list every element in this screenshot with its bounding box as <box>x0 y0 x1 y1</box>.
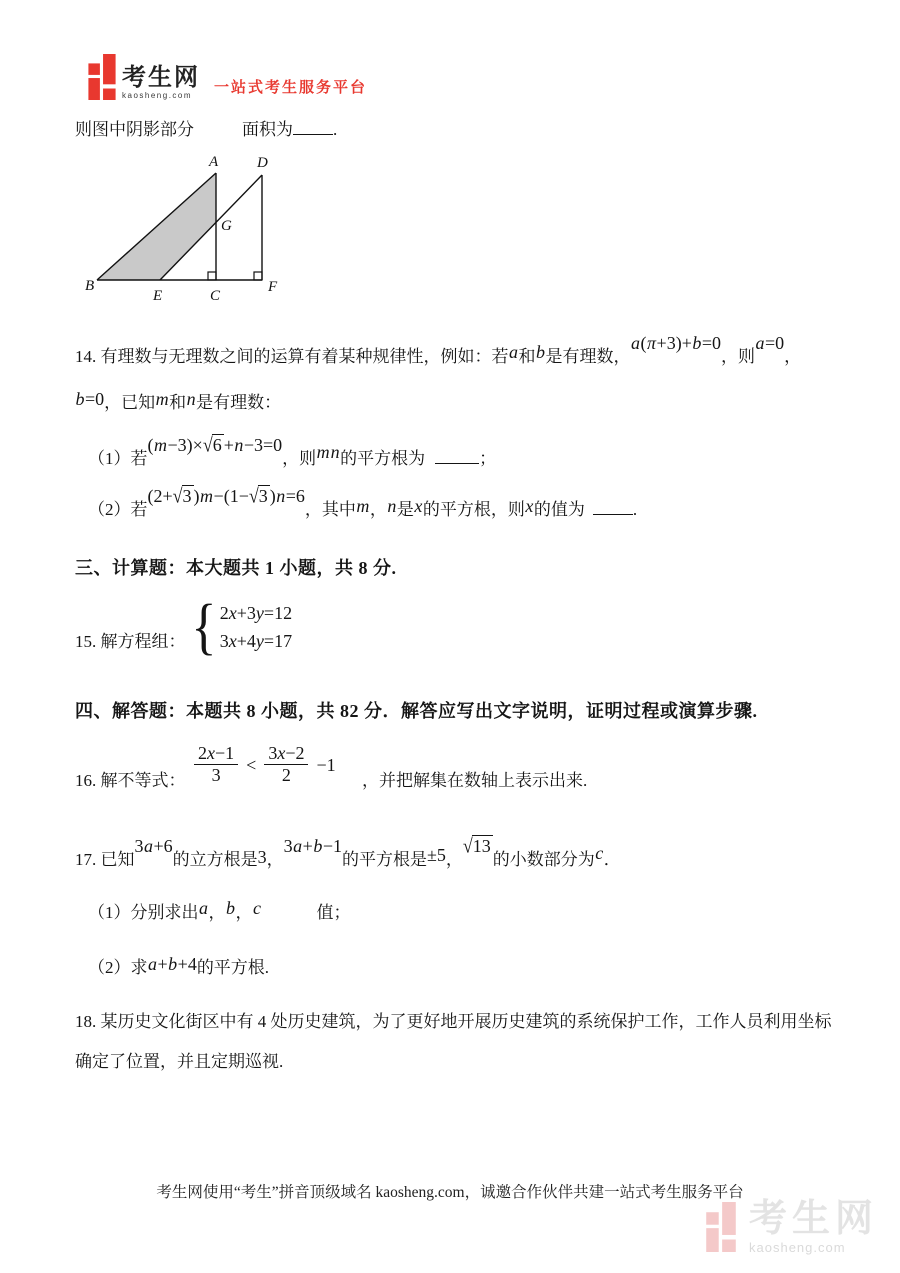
math-formula <box>186 389 196 409</box>
math-formula <box>148 486 305 506</box>
logo-text-column <box>122 66 200 100</box>
radicand: 13 <box>472 836 491 856</box>
footer-brand-mark-icon <box>703 1202 739 1252</box>
math-run: m <box>155 389 169 409</box>
text-run: 和 <box>169 393 187 412</box>
footer-logo-text-column <box>749 1200 878 1254</box>
system-rows <box>220 599 292 655</box>
text-run: ， <box>784 347 802 366</box>
text-run: 是 <box>396 500 414 520</box>
system-equation-row: 3x+4y=17 <box>219 631 293 651</box>
vertex-label-A: A <box>209 154 219 170</box>
denominator: 3 <box>211 764 221 785</box>
radical-sign: √ <box>462 834 473 858</box>
text-run: 和 <box>518 347 536 366</box>
denominator: 2 <box>281 764 291 785</box>
sqrt-radical <box>173 485 194 507</box>
radicand: 3 <box>182 486 192 507</box>
math-formula <box>148 435 283 455</box>
math-run: )n=6 <box>269 486 305 507</box>
footer-note: 考生网使用“考生”拼音顶级域名 kaosheng.com，诚邀合作伙伴共建一站式考生服务平台 <box>156 1184 744 1201</box>
text-run: ； <box>479 449 497 469</box>
text-run: （2）若 <box>88 500 148 520</box>
math-run: 3a+b−1 <box>283 836 342 856</box>
math-formula <box>463 836 493 856</box>
right-angle-mark-F <box>254 272 262 280</box>
question-18-text: 18. 某历史文化街区中有 4 处历史建筑，为了更好地开展历史建筑的系统保护工作，工作人员利用坐标确定了位置，并且定期巡视. <box>75 1012 832 1071</box>
math-formula <box>148 954 197 974</box>
text-run: 面积为 <box>242 120 293 140</box>
math-run: n <box>387 496 397 517</box>
math-run: a <box>199 898 208 918</box>
text-run: ，则 <box>282 449 317 469</box>
blank-underline <box>593 498 633 515</box>
math-formula <box>525 496 534 516</box>
question-16-text-1 <box>75 770 186 792</box>
math-formula <box>387 496 397 516</box>
vertex-label-D: D <box>257 155 268 171</box>
math-run: < <box>246 754 257 775</box>
vertex-label-E: E <box>153 288 163 304</box>
math-run: mn <box>316 442 340 463</box>
math-run: 3a+6 <box>134 836 173 856</box>
question-14-line-1 <box>75 333 802 368</box>
text-run: ，并把解集在数轴上表示出来. <box>362 771 588 790</box>
math-run: x <box>414 496 423 517</box>
footer-logo-brand: 考生网 <box>749 1198 879 1240</box>
math-formula <box>316 442 340 462</box>
text-run: ， <box>369 500 387 520</box>
question-14-line-2 <box>75 391 281 414</box>
question-16-text-2 <box>362 770 587 792</box>
math-formula <box>199 898 209 918</box>
text-run: ， <box>208 903 226 922</box>
math-formula <box>414 496 423 516</box>
logo-domain: kaosheng.com <box>122 91 193 100</box>
math-formula <box>258 847 267 867</box>
section-4-heading: 四、解答题：本题共 8 小题，共 82 分．解答应写出文字说明，证明过程或演算步骤. <box>75 701 758 721</box>
question-14-part-2 <box>88 484 638 521</box>
math-formula <box>253 898 262 918</box>
math-formula <box>356 496 370 516</box>
question-17-line <box>75 834 621 871</box>
text-run: ． <box>603 850 621 869</box>
math-run: b <box>536 342 545 362</box>
vertex-label-C: C <box>210 288 221 304</box>
logo-tagline: 一站式考生服务平台 <box>214 79 368 96</box>
text-run: 的小数部分为 <box>492 850 595 869</box>
question-15-text <box>75 631 186 653</box>
text-run: 的平方根. <box>196 958 270 977</box>
math-run: (2+ <box>147 486 173 507</box>
math-run: (m−3)× <box>147 435 203 456</box>
text-run: 的值为 <box>533 500 585 520</box>
math-run: +n−3=0 <box>223 435 283 456</box>
footer-logo-domain: kaosheng.com <box>749 1240 846 1255</box>
question-13-tail-line <box>75 118 337 141</box>
sqrt-radical <box>463 835 493 857</box>
math-run: )m−(1− <box>193 486 249 507</box>
text-run: 的平方根，则 <box>422 500 525 520</box>
text-run: （1）分别求出 <box>88 903 199 922</box>
radical-sign: √ <box>172 484 183 508</box>
text-run: 值； <box>316 903 351 922</box>
text-run: . <box>333 120 338 140</box>
question-17-part-1 <box>88 898 351 924</box>
math-formula <box>284 836 342 856</box>
blank-underline <box>435 447 479 464</box>
radicand: 6 <box>212 435 222 456</box>
sqrt-radical <box>203 434 224 456</box>
text-run: . <box>632 500 638 520</box>
text-run: 则图中阴影部分 <box>75 120 194 140</box>
fraction <box>264 744 308 785</box>
text-run: ， <box>266 850 284 869</box>
vertex-label-B: B <box>85 278 95 294</box>
math-run: n <box>186 389 196 409</box>
math-run: a(π+3)+b=0 <box>631 333 721 353</box>
math-run: c <box>253 898 261 918</box>
geometry-figure <box>85 150 315 308</box>
text-run: 是有理数， <box>545 347 631 366</box>
math-formula <box>427 845 446 865</box>
vertex-label-G: G <box>221 218 232 234</box>
math-formula <box>226 898 236 918</box>
text-run: ， <box>445 850 463 869</box>
text-run: 的平方根为 <box>340 449 426 469</box>
text-run: 的立方根是 <box>172 850 258 869</box>
numerator: 2x−1 <box>194 744 238 765</box>
inequality-formula <box>192 744 342 785</box>
section-3-heading: 三、计算题：本大题共 1 小题，共 8 分. <box>75 558 397 578</box>
math-run: c <box>595 843 604 863</box>
math-formula <box>755 333 784 353</box>
right-angle-mark-C <box>208 272 216 280</box>
footer-watermark-logo <box>703 1200 878 1254</box>
radical-sign: √ <box>202 433 213 457</box>
question-14-part-1 <box>88 433 497 470</box>
brand-mark-icon <box>88 54 116 100</box>
math-formula <box>536 342 546 362</box>
math-run: 3 <box>257 847 267 867</box>
text-run: ，则 <box>721 347 755 366</box>
text-run: 15. 解方程组： <box>75 632 186 651</box>
math-run: a <box>509 342 518 362</box>
numerator: 3x−2 <box>264 744 308 765</box>
sqrt-radical <box>249 485 270 507</box>
text-run: 17. 已知 <box>75 850 135 869</box>
text-run: （2）求 <box>88 958 148 977</box>
system-brace: { <box>191 593 217 661</box>
question-17-part-2 <box>88 956 269 979</box>
blank-underline <box>293 118 333 135</box>
math-formula <box>509 342 519 362</box>
text-run: 的平方根是 <box>341 850 427 869</box>
math-run: a=0 <box>755 333 785 353</box>
text-run: 14. 有理数与无理数之间的运算有着某种规律性，例如：若 <box>75 347 509 366</box>
math-run: x <box>525 496 534 517</box>
text-run: ，其中 <box>304 500 356 520</box>
fraction <box>194 744 238 785</box>
math-run: b <box>226 898 235 918</box>
math-formula <box>135 836 173 856</box>
radicand: 3 <box>258 486 268 507</box>
radical-sign: √ <box>248 484 259 508</box>
system-equation-row: 2x+3y=12 <box>219 603 293 623</box>
math-formula <box>595 843 604 863</box>
math-run: b=0 <box>75 389 105 409</box>
text-run: ，已知 <box>104 393 156 412</box>
math-run: a+b+4 <box>148 954 197 974</box>
equation-system <box>189 593 293 661</box>
logo-brand-name: 考生网 <box>122 64 200 91</box>
math-formula <box>631 333 722 353</box>
site-logo <box>88 54 367 100</box>
math-run: −1 <box>316 754 336 775</box>
vertex-label-F: F <box>268 279 278 295</box>
math-run: ±5 <box>426 845 446 865</box>
math-formula <box>75 389 104 409</box>
text-run: 16. 解不等式： <box>75 771 186 790</box>
math-run: m <box>356 496 370 517</box>
text-run: 是有理数： <box>196 393 282 412</box>
text-run: ， <box>235 903 253 922</box>
text-run: （1）若 <box>88 449 148 469</box>
math-formula <box>155 389 169 409</box>
